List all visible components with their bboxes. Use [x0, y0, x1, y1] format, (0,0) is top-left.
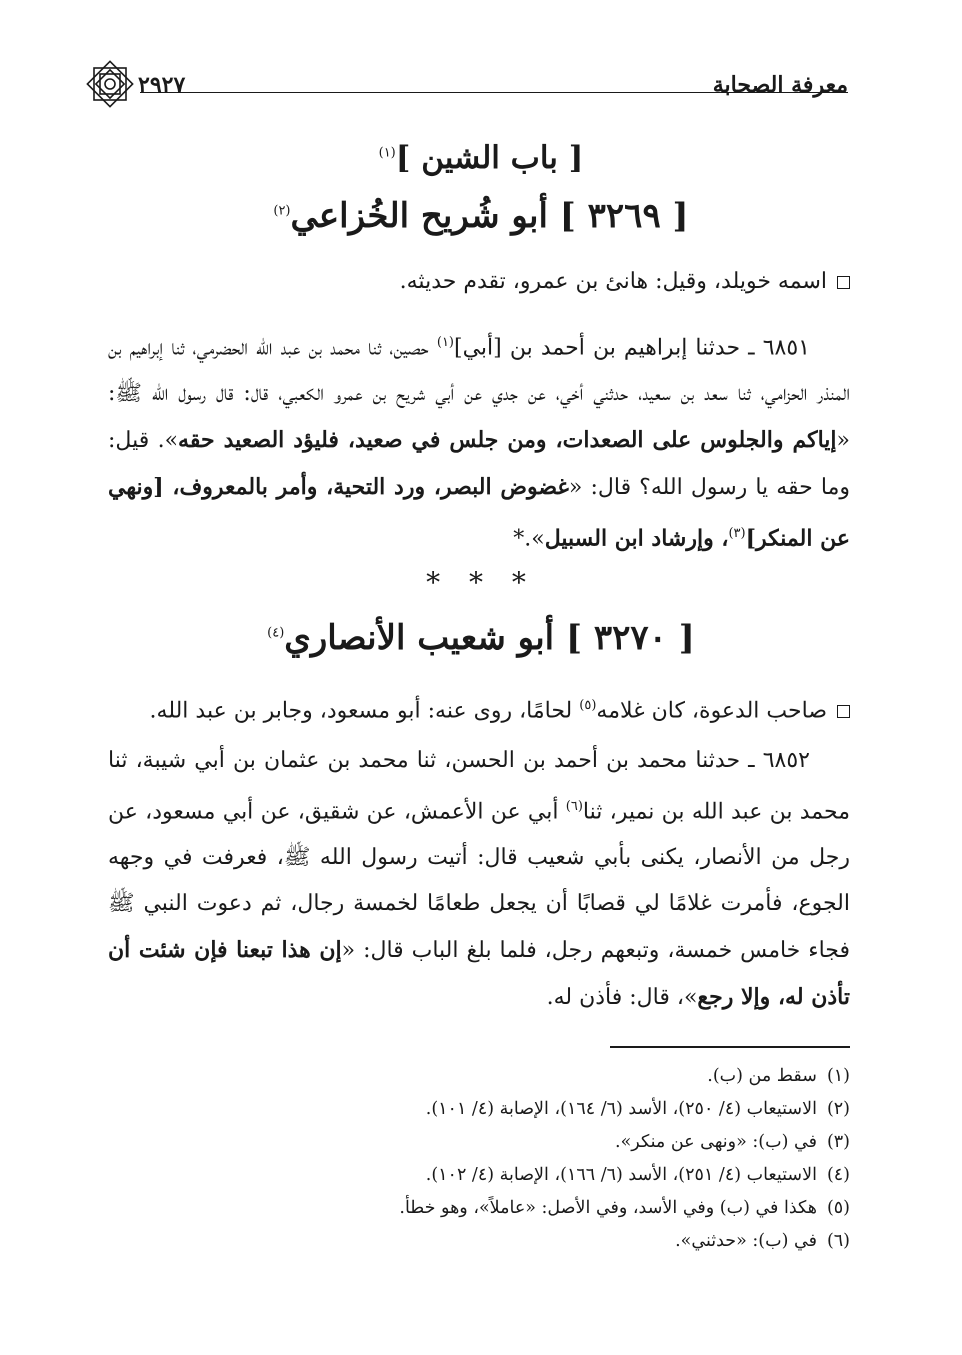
hadith-quote: إن هذا تبعنا فإن شئت أن تأذن له، وإلا رجع [108, 937, 850, 1011]
footnote-ref: (٥) [579, 698, 597, 713]
footnote-text: الاستيعاب (٤/ ٢٥١)، الأسد (٦/ ١٦٦)، الإصابة (٤/ ١٠٢). [425, 1165, 817, 1185]
footnote-item [110, 1093, 850, 1126]
footnote-number: (٣) [826, 1132, 850, 1152]
footnote-item [110, 1060, 850, 1093]
chapter-heading [70, 140, 892, 176]
book-title: معرفة الصحابة [712, 72, 848, 98]
footnote-ref: (٤) [267, 625, 285, 641]
footnote-rule [610, 1046, 850, 1048]
hadith-paragraph [108, 738, 850, 1021]
footnote-ref: (١) [378, 145, 396, 161]
footnote-number: (١) [826, 1066, 850, 1086]
section-separator: * * * [426, 566, 536, 599]
footnote-text: سقط من (ب). [707, 1066, 817, 1086]
footnote-ref: (١) [436, 335, 454, 350]
footnote-item [110, 1159, 850, 1192]
square-bullet-icon [837, 276, 850, 289]
entry-bio [90, 686, 850, 731]
footnote-text: هكذا في (ب) وفي الأسد، وفي الأصل: «عاملاً»، وهو خطأ. [399, 1198, 817, 1218]
hadith-quote: إياكم والجلوس على الصعدات، ومن جلس في صعيد، فليؤد الصعيد حقه [178, 427, 837, 454]
footnote-ref: (٢) [273, 203, 291, 219]
footnote-item [110, 1192, 850, 1225]
header-rule [140, 92, 848, 93]
hadith-text: »، قال: فأذن له. [546, 985, 698, 1011]
entry-bio-text: اسمه خويلد، وقيل: هانئ بن عمرو، تقدم حديثه. [399, 269, 827, 294]
hadith-paragraph [108, 320, 850, 563]
hadith-quote: غضوض البصر، ورد التحية، وأمر بالمعروف، [ونهي عن المنكر] [108, 474, 850, 552]
hadith-quote: ، وإرشاد ابن السبيل [544, 525, 729, 552]
footnote-text: في (ب): «ونهى عن منكر». [615, 1132, 817, 1152]
entry-bio-text: صاحب الدعوة، كان غلامه [596, 698, 827, 724]
footnote-ref: (٣) [728, 526, 746, 542]
eight-point-star-ornament-icon [80, 54, 140, 114]
hadith-text: حصين، ثنا محمد بن عبد الله الحضرمي، ثنا إبراهيم بن المنذر الحزامي، ثنا سعد بن سعيد، حدثني أخي، عن جدي عن أبي شريح بن عمرو الكعبي، قال: قال رسول الله ﷺ: « [108, 335, 850, 454]
footnote-text: الاستيعاب (٤/ ٢٥٠)، الأسد (٦/ ١٦٤)، الإصابة (٤/ ١٠١). [425, 1099, 817, 1119]
chapter-heading-text: [ باب الشين ] [395, 140, 584, 176]
hadith-text: ».* [513, 526, 545, 552]
page-header [70, 60, 848, 104]
footnote-number: (٦) [826, 1231, 850, 1251]
page-number: ٢٩٢٧ [138, 72, 186, 98]
hadith-text: ٦٨٥١ ـ حدثنا إبراهيم بن أحمد بن [أبي] [454, 335, 810, 361]
square-bullet-icon [837, 705, 850, 718]
footnote-item [110, 1225, 850, 1258]
hadith-text: أبي عن الأعمش، عن شقيق، عن أبي مسعود، عن رجل من الأنصار، يكنى بأبي شعيب قال: أتيت رسول الله ﷺ، فعرفت في وجهه الجوع، فأمرت غلامًا لي قصابًا أن يجعل طعامًا لخمسة رجال، ثم دعوت النبي ﷺ فجاء خامس خمسة، وتبعهم رجل، فلما بلغ الباب قال: « [108, 799, 850, 964]
entry-title [70, 618, 892, 658]
hadith-text: ». قيل: وما حقه يا رسول الله؟ قال: « [108, 428, 850, 501]
footnote-ref: (٦) [565, 799, 583, 814]
footnote-number: (٤) [826, 1165, 850, 1185]
entry-bio-text: لحامًا، روى عنه: أبو مسعود، وجابر بن عبد الله. [149, 698, 580, 724]
footnotes [110, 1060, 850, 1258]
entry-bio [90, 262, 850, 302]
footnote-number: (٥) [826, 1198, 850, 1218]
entry-title [70, 196, 892, 236]
footnote-text: في (ب): «حدثني». [675, 1231, 817, 1251]
hadith-text: ٦٨٥٢ ـ حدثنا محمد بن أحمد بن الحسن، ثنا محمد بن عثمان بن أبي شيبة، ثنا محمد بن عبد الله بن نمير، ثنا [108, 748, 851, 825]
footnote-number: (٢) [826, 1099, 850, 1119]
footnote-item [110, 1126, 850, 1159]
entry-title-text: [ ٣٢٦٩ ] أبو شُريح الخُزاعي [290, 196, 689, 236]
entry-title-text: [ ٣٢٧٠ ] أبو شعيب الأنصاري [284, 618, 695, 658]
